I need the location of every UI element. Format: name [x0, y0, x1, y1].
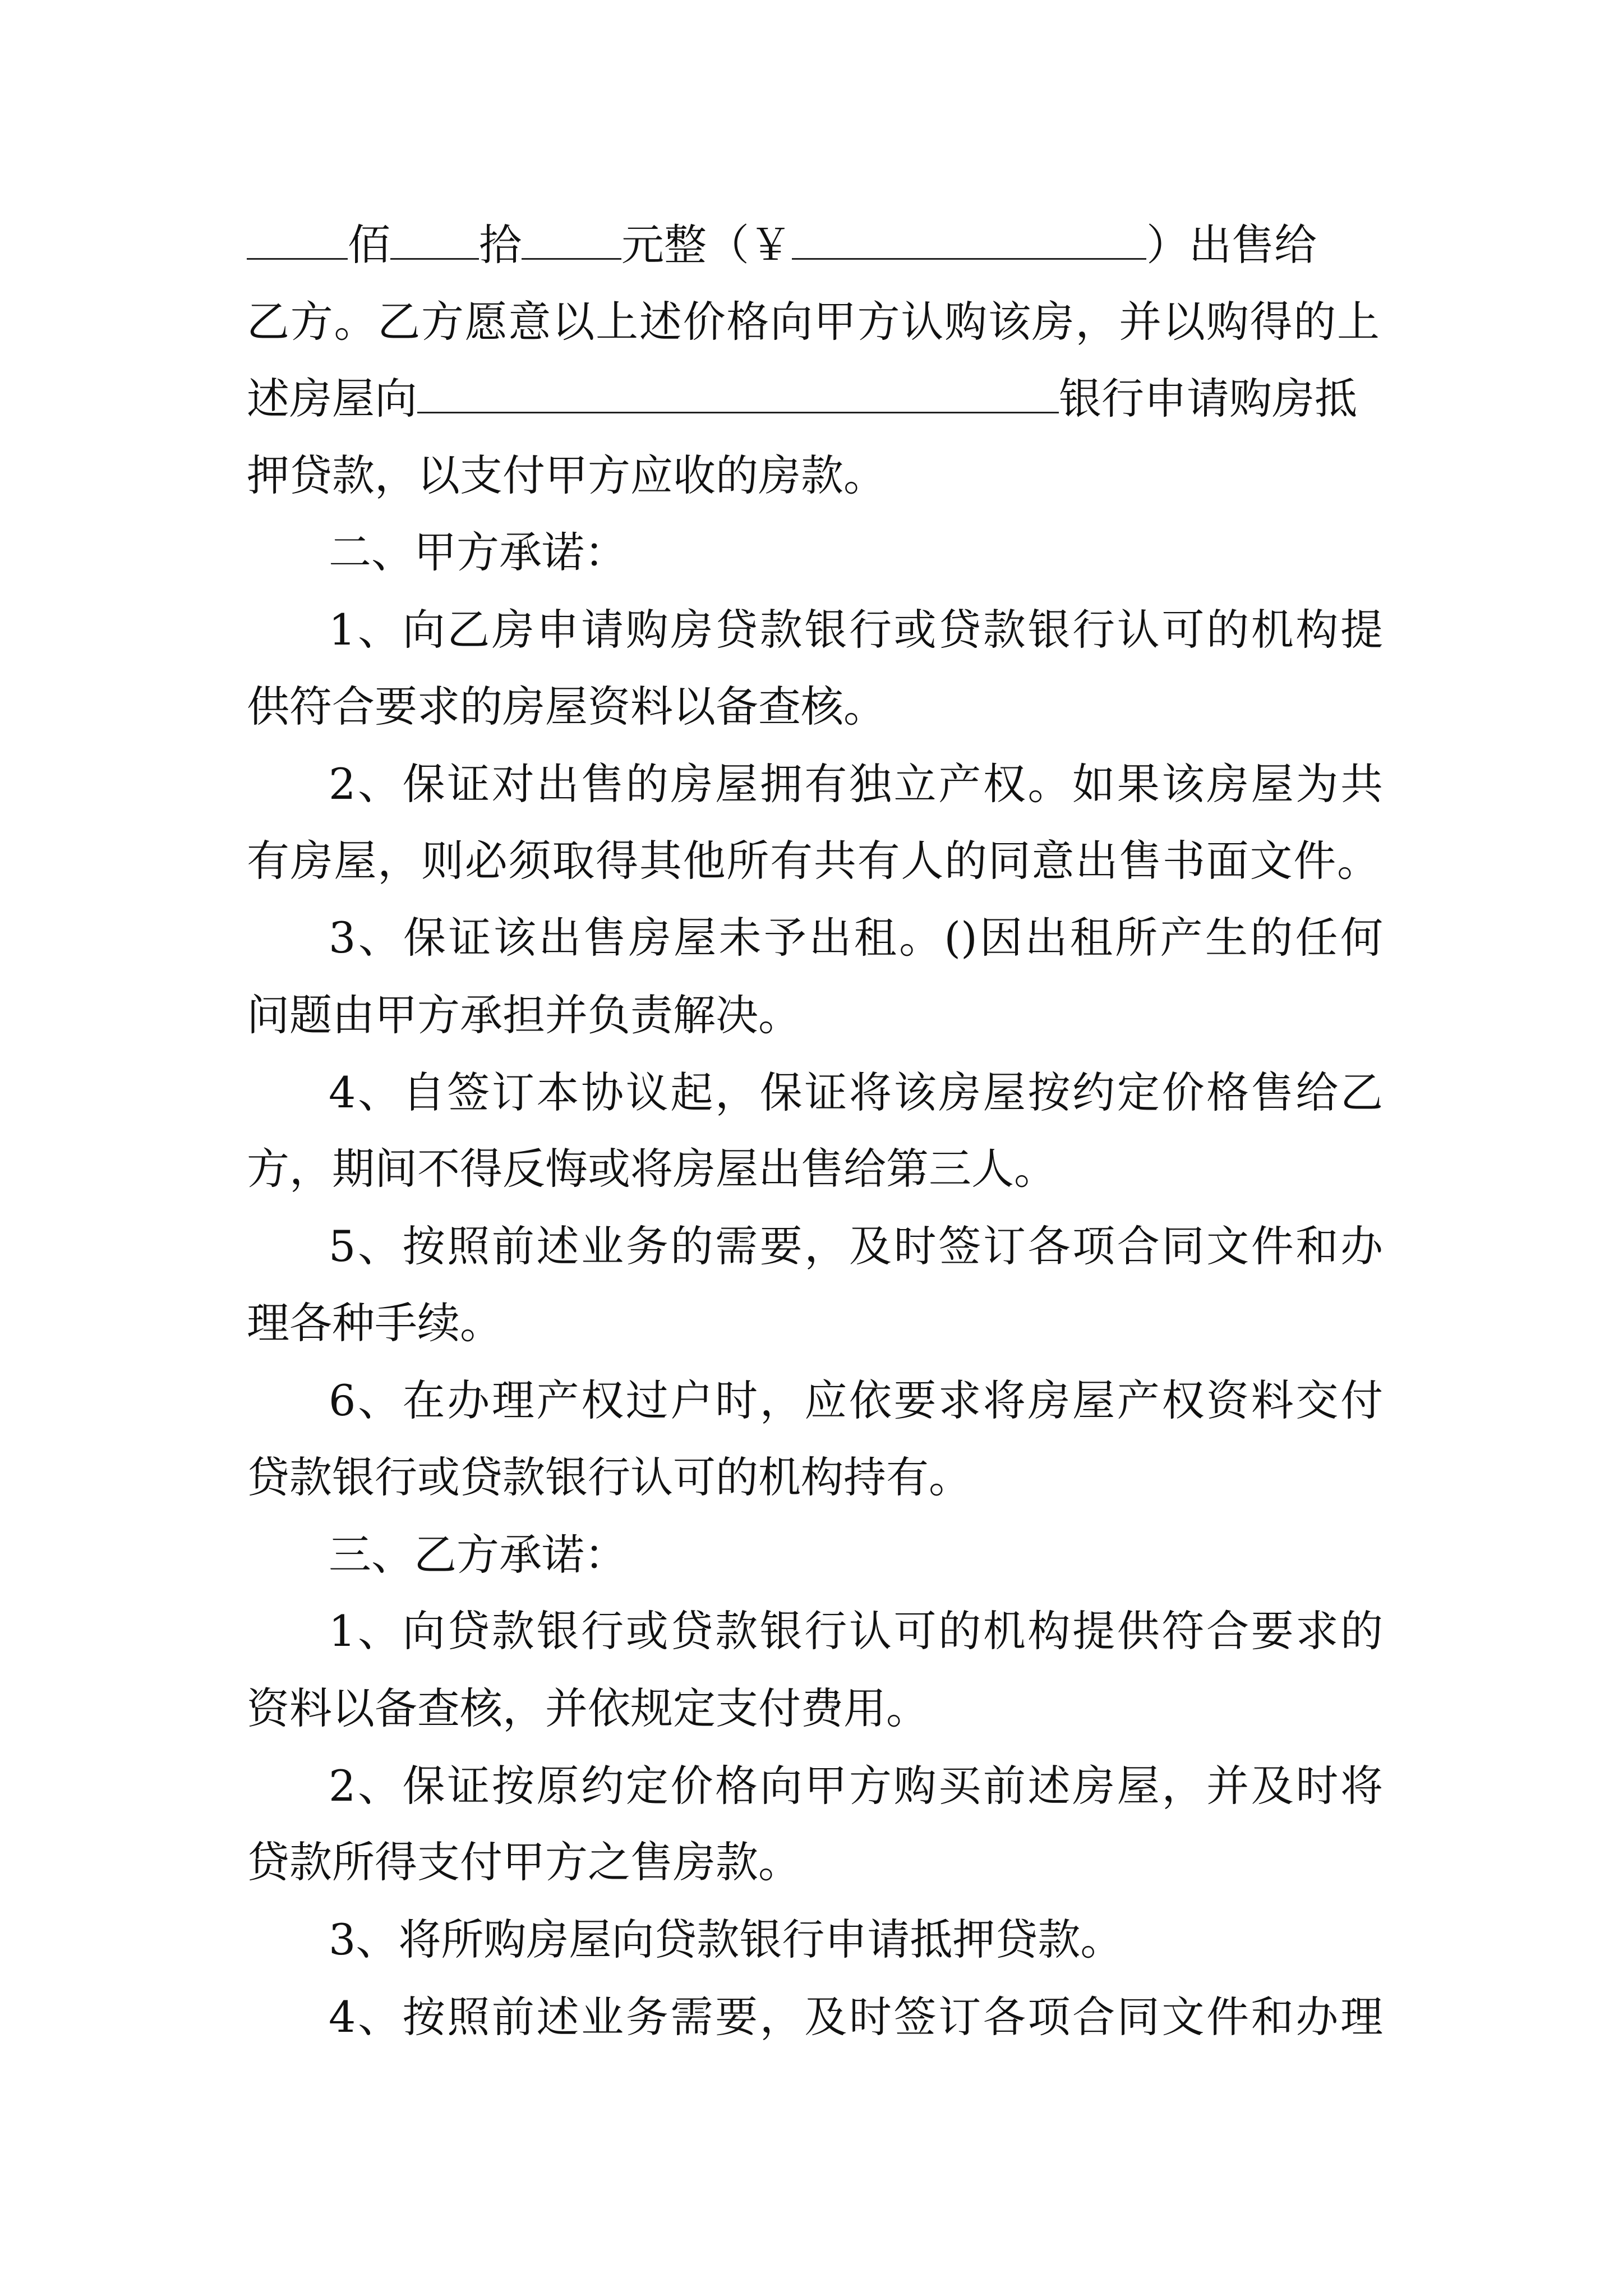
hundreds-blank[interactable]	[247, 211, 348, 260]
clause-line: 贷款所得支付甲方之售房款。	[247, 1837, 801, 1887]
clause-line: 问题由甲方承担并负责解决。	[247, 990, 801, 1040]
hundreds-unit: 佰	[348, 220, 390, 270]
section-heading-party-b: 三、乙方承诺：	[329, 1530, 627, 1580]
clause-line: 有房屋，则必须取得其他所有共有人的同意出售书面文件。	[247, 836, 1380, 886]
clause-line: 贷款银行或贷款银行认可的机构持有。	[247, 1452, 971, 1502]
yuan-label: 元整（￥	[621, 220, 792, 270]
bank-name-blank[interactable]	[417, 365, 1059, 413]
clause-line: 2、保证按原约定价格向甲方购买前述房屋，并及时将	[329, 1761, 1383, 1811]
tens-unit: 拾	[479, 220, 522, 270]
bank-line-suffix: 银行申请购房抵	[1059, 374, 1357, 424]
paragraph-line: 押贷款，以支付甲方应收的房款。	[247, 450, 886, 500]
section-heading-party-a: 二、甲方承诺：	[329, 527, 627, 577]
sell-to-text: ）出售给	[1146, 220, 1317, 270]
clause-line: 1、向乙房申请购房贷款银行或贷款银行认可的机构提	[329, 605, 1383, 655]
paragraph-line: 乙方。乙方愿意以上述价格向甲方认购该房，并以购得的上	[247, 297, 1380, 347]
clause-line: 供符合要求的房屋资料以备查核。	[247, 682, 886, 731]
clause-line: 5、按照前述业务的需要，及时签订各项合同文件和办	[329, 1221, 1383, 1271]
amount-blank[interactable]	[792, 211, 1146, 260]
clause-line: 3、保证该出售房屋未予出租。()因出租所产生的任何	[329, 913, 1383, 963]
clause-line: 4、自签订本协议起，保证将该房屋按约定价格售给乙	[329, 1068, 1383, 1117]
tens-blank[interactable]	[390, 211, 479, 260]
bank-line-prefix: 述房屋向	[247, 374, 417, 424]
price-line	[247, 211, 1380, 278]
yuan-blank[interactable]	[522, 211, 621, 260]
clause-line: 3、将所购房屋向贷款银行申请抵押贷款。	[329, 1915, 1123, 1964]
clause-line: 6、在办理产权过户时，应依要求将房屋产权资料交付	[329, 1375, 1383, 1425]
clause-line: 资料以备查核，并依规定支付费用。	[247, 1683, 929, 1733]
bank-line	[247, 365, 1380, 432]
clause-line: 理各种手续。	[247, 1298, 502, 1348]
clause-line: 4、按照前述业务需要，及时签订各项合同文件和办理	[329, 1992, 1383, 2042]
clause-line: 方，期间不得反悔或将房屋出售给第三人。	[247, 1144, 1057, 1194]
clause-line: 2、保证对出售的房屋拥有独立产权。如果该房屋为共	[329, 759, 1383, 809]
clause-line: 1、向贷款银行或贷款银行认可的机构提供符合要求的	[329, 1606, 1383, 1656]
